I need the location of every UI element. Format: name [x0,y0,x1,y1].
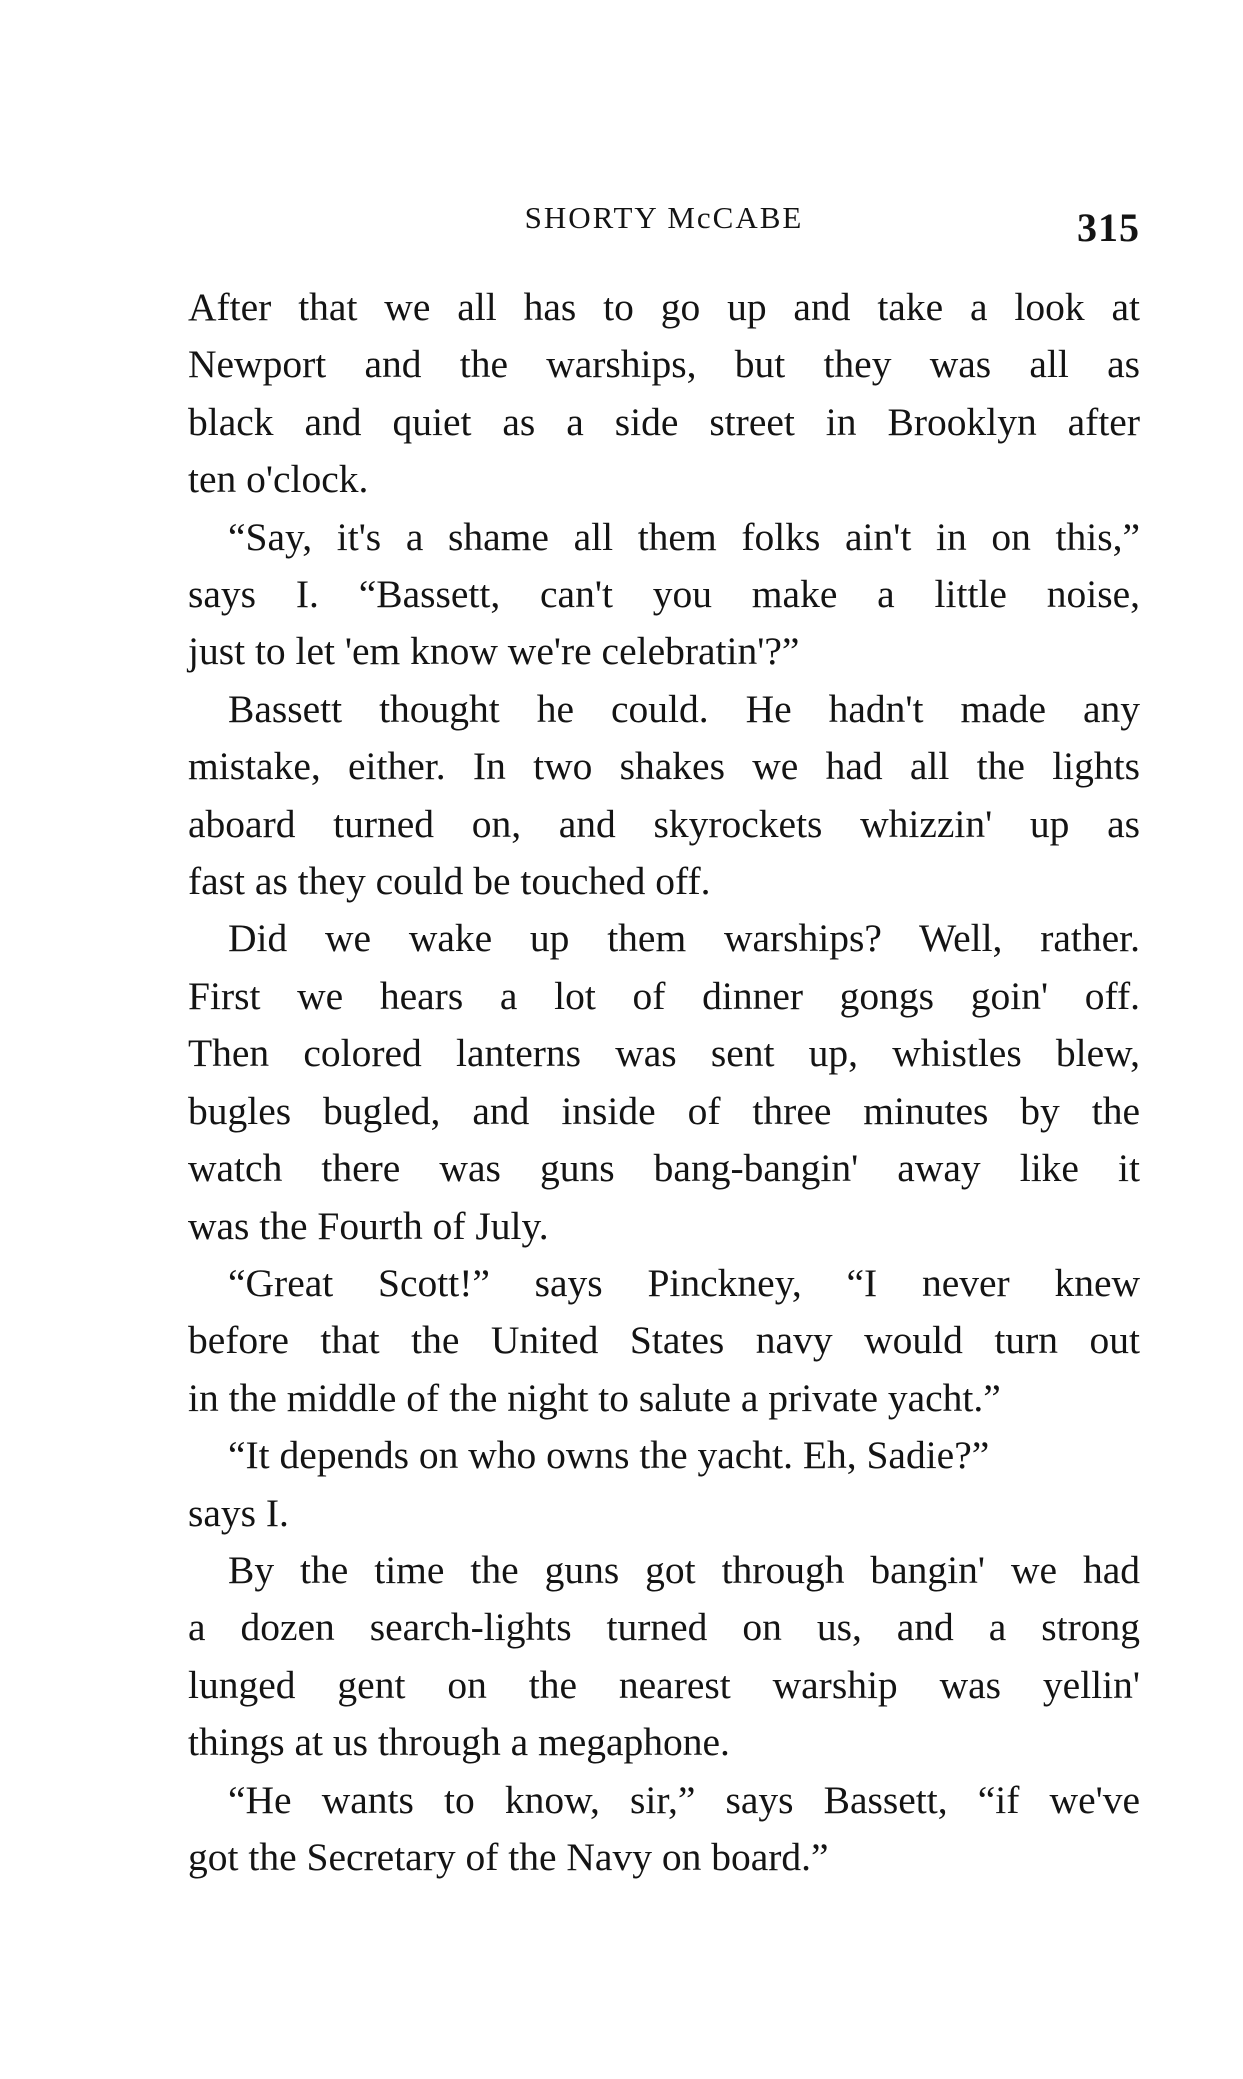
text-line: mistake, either. In two shakes we had all the lights [188,744,1140,789]
text-line: After that we all has to go up and take a look at [188,285,1140,329]
text-line: says I. [188,1490,289,1535]
running-title: SHORTY McCABE [524,200,804,235]
text-line: “He wants to know, sir,” says Bassett, “if we've [228,1777,1140,1822]
text-line: Bassett thought he could. He hadn't made any [228,686,1140,731]
text-line: says I. “Bassett, can't you make a little noise, [188,572,1140,617]
text-line: “Say, it's a shame all them folks ain't in on this,” [228,514,1140,559]
text-line: lunged gent on the nearest warship was yellin' [188,1662,1140,1707]
text-line: fast as they could be touched off. [188,859,711,904]
paragraph [188,1542,1140,1772]
text-line: just to let 'em know we're celebratin'?” [188,629,800,674]
paragraph [188,1772,1140,1887]
text-line: “It depends on who owns the yacht. Eh, Sadie?” [228,1433,990,1478]
text-line: Newport and the warships, but they was all as [188,342,1140,387]
text-line: things at us through a megaphone. [188,1720,730,1765]
text-line: black and quiet as a side street in Brooklyn after [188,399,1140,444]
paragraph [188,910,1140,1254]
text-line: in the middle of the night to salute a private yacht.” [188,1375,1001,1420]
paragraph [188,1427,1140,1542]
text-line: got the Secretary of the Navy on board.” [188,1834,829,1879]
paragraph [188,509,1140,681]
body-text [188,279,1140,1886]
text-line: aboard turned on, and skyrockets whizzin' up as [188,801,1140,846]
paragraph [188,681,1140,911]
text-line: a dozen search-lights turned on us, and a strong [188,1605,1140,1650]
text-line: was the Fourth of July. [188,1203,549,1248]
text-line: ten o'clock. [188,457,369,502]
text-line: bugles bugled, and inside of three minutes by the [188,1088,1140,1133]
text-line: watch there was guns bang-bangin' away like it [188,1146,1140,1191]
text-line: Then colored lanterns was sent up, whistles blew, [188,1031,1140,1076]
text-line: First we hears a lot of dinner gongs goin' off. [188,973,1140,1018]
text-line: By the time the guns got through bangin' we had [228,1547,1140,1592]
text-line: Did we wake up them warships? Well, rather. [228,916,1140,961]
text-line: “Great Scott!” says Pinckney, “I never knew [228,1260,1140,1305]
paragraph [188,1255,1140,1427]
running-header [188,198,1140,250]
text-line: before that the United States navy would turn out [188,1318,1140,1363]
paragraph [188,279,1140,509]
page-number: 315 [1077,205,1140,250]
